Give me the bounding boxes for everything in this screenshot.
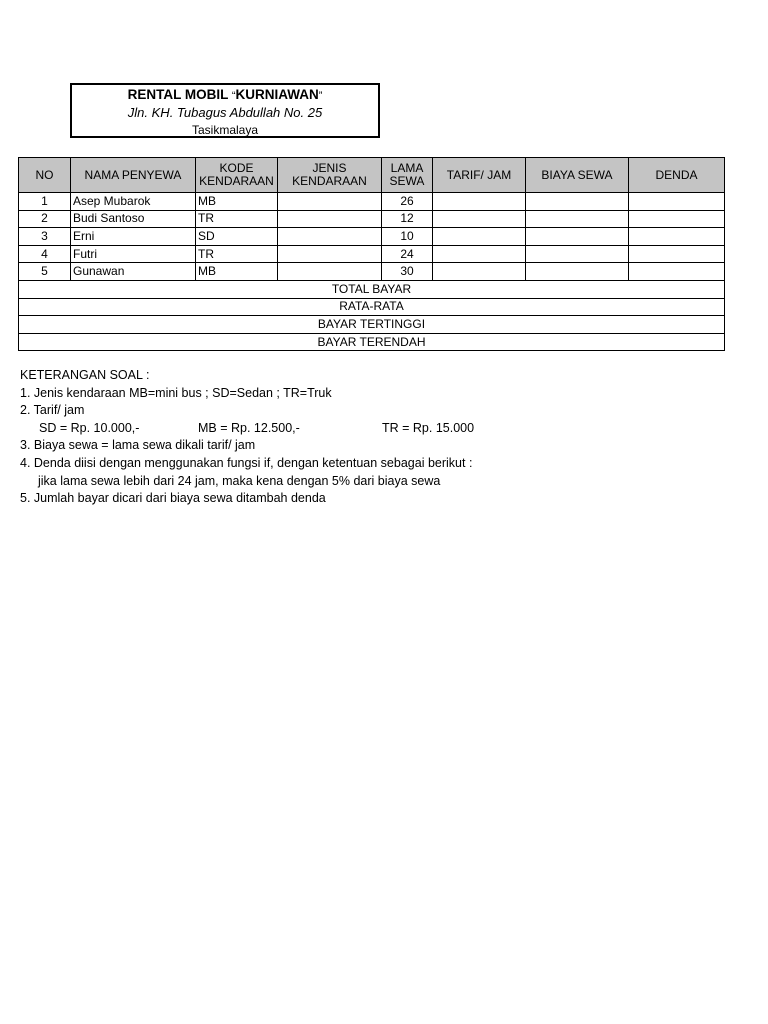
cell-no[interactable]: 2 (19, 210, 71, 228)
cell-nama[interactable]: Gunawan (71, 263, 196, 281)
company-address: Jln. KH. Tubagus Abdullah No. 25 (127, 105, 323, 120)
cell-lama[interactable]: 12 (382, 210, 433, 228)
header-nama-penyewa: NAMA PENYEWA (71, 158, 196, 193)
cell-jenis[interactable] (278, 228, 382, 246)
cell-nama[interactable]: Budi Santoso (71, 210, 196, 228)
header-denda: DENDA (629, 158, 725, 193)
cell-kode[interactable]: MB (196, 263, 278, 281)
note-item-5: 5. Jumlah bayar dicari dari biaya sewa ditambah denda (20, 491, 326, 506)
title-quote-close: ” (318, 90, 323, 102)
cell-no[interactable]: 5 (19, 263, 71, 281)
summary-row-tertinggi (19, 316, 725, 334)
cell-jenis[interactable] (278, 263, 382, 281)
table-row (19, 245, 725, 263)
cell-tarif[interactable] (433, 263, 526, 281)
company-name: KURNIAWAN (235, 87, 319, 102)
note-item-1: 1. Jenis kendaraan MB=mini bus ; SD=Sedan ; TR=Truk (20, 385, 332, 400)
company-title (72, 87, 378, 104)
table-row (19, 263, 725, 281)
rata-rata-label[interactable]: RATA-RATA (19, 298, 725, 316)
summary-row-terendah (19, 333, 725, 351)
cell-tarif[interactable] (433, 193, 526, 211)
cell-biaya[interactable] (526, 263, 629, 281)
note-item-4-detail: jika lama sewa lebih dari 24 jam, maka kena dengan 5% dari biaya sewa (38, 473, 441, 488)
cell-denda[interactable] (629, 193, 725, 211)
cell-biaya[interactable] (526, 245, 629, 263)
cell-denda[interactable] (629, 210, 725, 228)
header-lama-sewa: LAMA SEWA (382, 158, 433, 193)
cell-nama[interactable]: Erni (71, 228, 196, 246)
cell-kode[interactable]: SD (196, 228, 278, 246)
total-bayar-label[interactable]: TOTAL BAYAR (19, 280, 725, 298)
cell-jenis[interactable] (278, 210, 382, 228)
summary-row-total (19, 280, 725, 298)
table-row (19, 193, 725, 211)
header-kode-kendaraan: KODE KENDARAAN (196, 158, 278, 193)
header-jenis-kendaraan: JENIS KENDARAAN (278, 158, 382, 193)
cell-tarif[interactable] (433, 228, 526, 246)
cell-kode[interactable]: TR (196, 245, 278, 263)
title-quote-open: “ (231, 90, 236, 102)
note-item-4: 4. Denda diisi dengan menggunakan fungsi if, dengan ketentuan sebagai berikut : (20, 455, 473, 470)
cell-lama[interactable]: 26 (382, 193, 433, 211)
cell-jenis[interactable] (278, 245, 382, 263)
cell-biaya[interactable] (526, 210, 629, 228)
cell-denda[interactable] (629, 245, 725, 263)
tarif-sd: SD = Rp. 10.000,- (39, 420, 140, 435)
note-item-2: 2. Tarif/ jam (20, 403, 85, 418)
bayar-tertinggi-label[interactable]: BAYAR TERTINGGI (19, 316, 725, 334)
cell-denda[interactable] (629, 228, 725, 246)
cell-tarif[interactable] (433, 210, 526, 228)
notes-section (20, 367, 475, 508)
cell-biaya[interactable] (526, 193, 629, 211)
header-tarif-jam: TARIF/ JAM (433, 158, 526, 193)
cell-lama[interactable]: 10 (382, 228, 433, 246)
cell-denda[interactable] (629, 263, 725, 281)
cell-kode[interactable]: TR (196, 210, 278, 228)
cell-jenis[interactable] (278, 193, 382, 211)
title-main: RENTAL MOBIL (127, 87, 232, 102)
cell-no[interactable]: 3 (19, 228, 71, 246)
company-header (70, 83, 380, 138)
table-header-row (19, 158, 725, 193)
cell-lama[interactable]: 24 (382, 245, 433, 263)
tarif-tr: TR = Rp. 15.000 (382, 420, 475, 435)
bayar-terendah-label[interactable]: BAYAR TERENDAH (19, 333, 725, 351)
cell-nama[interactable]: Futri (71, 245, 196, 263)
cell-no[interactable]: 4 (19, 245, 71, 263)
cell-no[interactable]: 1 (19, 193, 71, 211)
header-no: NO (19, 158, 71, 193)
header-biaya-sewa: BIAYA SEWA (526, 158, 629, 193)
notes-title: KETERANGAN SOAL : (20, 368, 150, 382)
cell-tarif[interactable] (433, 245, 526, 263)
cell-nama[interactable]: Asep Mubarok (71, 193, 196, 211)
tarif-mb: MB = Rp. 12.500,- (198, 420, 300, 435)
cell-lama[interactable]: 30 (382, 263, 433, 281)
cell-biaya[interactable] (526, 228, 629, 246)
note-item-3: 3. Biaya sewa = lama sewa dikali tarif/ jam (20, 438, 256, 453)
cell-kode[interactable]: MB (196, 193, 278, 211)
table-row (19, 228, 725, 246)
table-row (19, 210, 725, 228)
company-city: Tasikmalaya (191, 123, 259, 137)
tarif-list (20, 420, 475, 438)
rental-table (18, 157, 725, 351)
summary-row-rata (19, 298, 725, 316)
